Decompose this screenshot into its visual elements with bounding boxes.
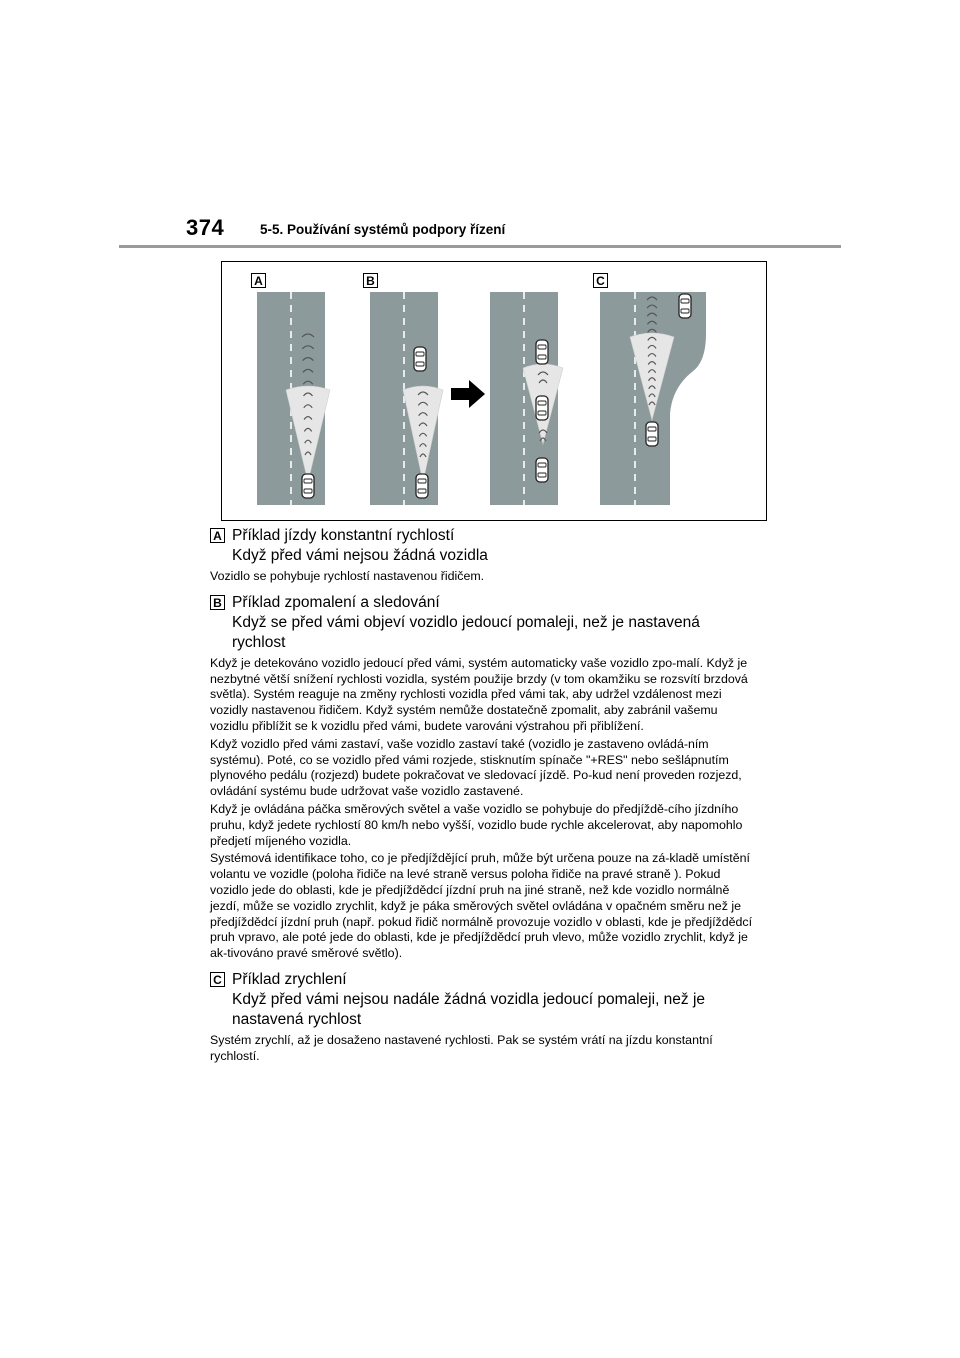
car-windshield xyxy=(538,401,546,405)
paragraph: Když je detekováno vozidlo jedoucí před vámi, systém automaticky vaše vozidlo zpo-malí. Když je nezbytné větší snížení rychlosti vozidla, systém použije brzdy (v tom okamžiku se rozsvítí brzdová světla). Systém reaguje na změny rychlosti vozidla před vámi tak, aby udržel vzdálenost mezi vozidly nastavenou řidičem. Když systém nemůže dostatečně zpomalit, aby zabránil vašemu vozidlu přiblížit se k vozidlu před vámi, budete varováni výstrahou při přiblížení. xyxy=(210,655,748,733)
car-rear-window xyxy=(648,437,656,441)
figure-label-b: B xyxy=(363,273,378,288)
content xyxy=(210,526,758,1073)
car-rear-window xyxy=(538,411,546,415)
car-windshield xyxy=(648,427,656,431)
paragraph: Když vozidlo před vámi zastaví, vaše vozidlo zastaví také (vozidlo je zastaveno ovládá-ním systému). Poté, co se vozidlo před vámi rozjede, stisknutím spínače "+RES" nebo sešlápnutím plynového pedálu (rozjezd) budete pokračovat ve sledovací jízdě. Po-kud není proveden rozjezd, ovládání systému bude udržovat vaše vozidlo zastavené. xyxy=(210,736,742,799)
car-rear-window xyxy=(418,489,426,493)
car-rear-window xyxy=(538,355,546,359)
heading-line: Příklad zrychlení xyxy=(232,970,347,988)
distant-vehicle-c xyxy=(679,294,691,318)
car-rear-window xyxy=(538,473,546,477)
own-vehicle-b xyxy=(416,474,428,498)
heading-line: Příklad zpomalení a sledování xyxy=(232,593,440,611)
section-marker-b: B xyxy=(210,595,225,610)
header-divider xyxy=(119,245,841,248)
heading-line: nastavená rychlost xyxy=(232,1010,362,1028)
own-vehicle-c xyxy=(646,422,658,446)
section-heading-a xyxy=(232,526,758,566)
heading-line: Když před vámi nejsou nadále žádná vozidla jedoucí pomaleji, než je xyxy=(232,990,706,1008)
heading-line: Příklad jízdy konstantní rychlostí xyxy=(232,527,455,544)
heading-line: rychlost xyxy=(232,633,286,651)
section-heading-b xyxy=(232,593,758,653)
paragraph: Systém zrychlí, až je dosaženo nastavené rychlosti. Pak se systém vrátí na jízdu konstantní rychlostí. xyxy=(210,1032,713,1063)
car-windshield xyxy=(418,479,426,483)
section-title: 5-5. Používání systémů podpory řízení xyxy=(260,222,506,237)
car-rear-window xyxy=(416,362,424,366)
section-heading-c xyxy=(232,970,758,1030)
car-windshield xyxy=(538,463,546,467)
leading-vehicle-b xyxy=(414,347,426,371)
leading-vehicle-b-following xyxy=(536,340,548,364)
own-vehicle-a xyxy=(302,474,314,498)
car-windshield xyxy=(681,299,689,303)
car-windshield xyxy=(538,345,546,349)
car-rear-window xyxy=(681,309,689,313)
cruise-control-figure xyxy=(221,261,767,521)
heading-line: Když se před vámi objeví vozidlo jedoucí pomaleji, než je nastavená xyxy=(232,613,700,631)
section-a xyxy=(210,526,758,585)
figure-label-c: C xyxy=(593,273,608,288)
paragraph: Když je ovládána páčka směrových světel a vaše vozidlo se pohybuje do předjíždě-cího jízdního pruhu, když jedete rychlostí 80 km/h nebo vyšší, vozidlo bude rychle akcelerovat, aby napomohlo předjetí míjeného vozidla. xyxy=(210,801,743,848)
car-windshield xyxy=(304,479,312,483)
car-rear-window xyxy=(304,489,312,493)
section-marker-c: C xyxy=(210,972,225,987)
heading-line: Když před vámi nejsou žádná vozidla xyxy=(232,547,488,564)
car-windshield xyxy=(416,352,424,356)
rear-vehicle-b-following xyxy=(536,458,548,482)
right-arrow-icon xyxy=(451,380,485,408)
own-vehicle-b-following xyxy=(536,396,548,420)
paragraph: Vozidlo se pohybuje rychlostí nastavenou řidičem. xyxy=(210,569,485,583)
paragraph: Systémová identifikace toho, co je předjíždějící pruh, může být určena pouze na zá-kladě umístění volantu ve vozidle (poloha řidiče na levé straně versus poloha řidiče na pravé straně ). Pokud vozidlo jede do oblasti, kde je předjíždědcí jízdní pruh na jiné straně, než kde vozidlo normálně jezdí, může se vozidlo zrychlit, když je páka směrových světel ovládána v opačném směru než je předjíždědcí jízdní pruh (např. pokud řidič normálně provozuje vozidlo v oblasti, kde je předjíždědcí pruh vpravo, ale poté jede do oblasti, kde je předjíždědcí pruh vlevo, může vozidlo zrychlit, když je ak-tivováno pravé směrové světlo). xyxy=(210,851,753,961)
figure-label-a: A xyxy=(251,273,266,288)
section-c xyxy=(210,970,758,1065)
page-number: 374 xyxy=(186,215,225,240)
section-b xyxy=(210,593,758,962)
road-illustration xyxy=(222,262,766,520)
section-marker-a: A xyxy=(210,528,225,543)
